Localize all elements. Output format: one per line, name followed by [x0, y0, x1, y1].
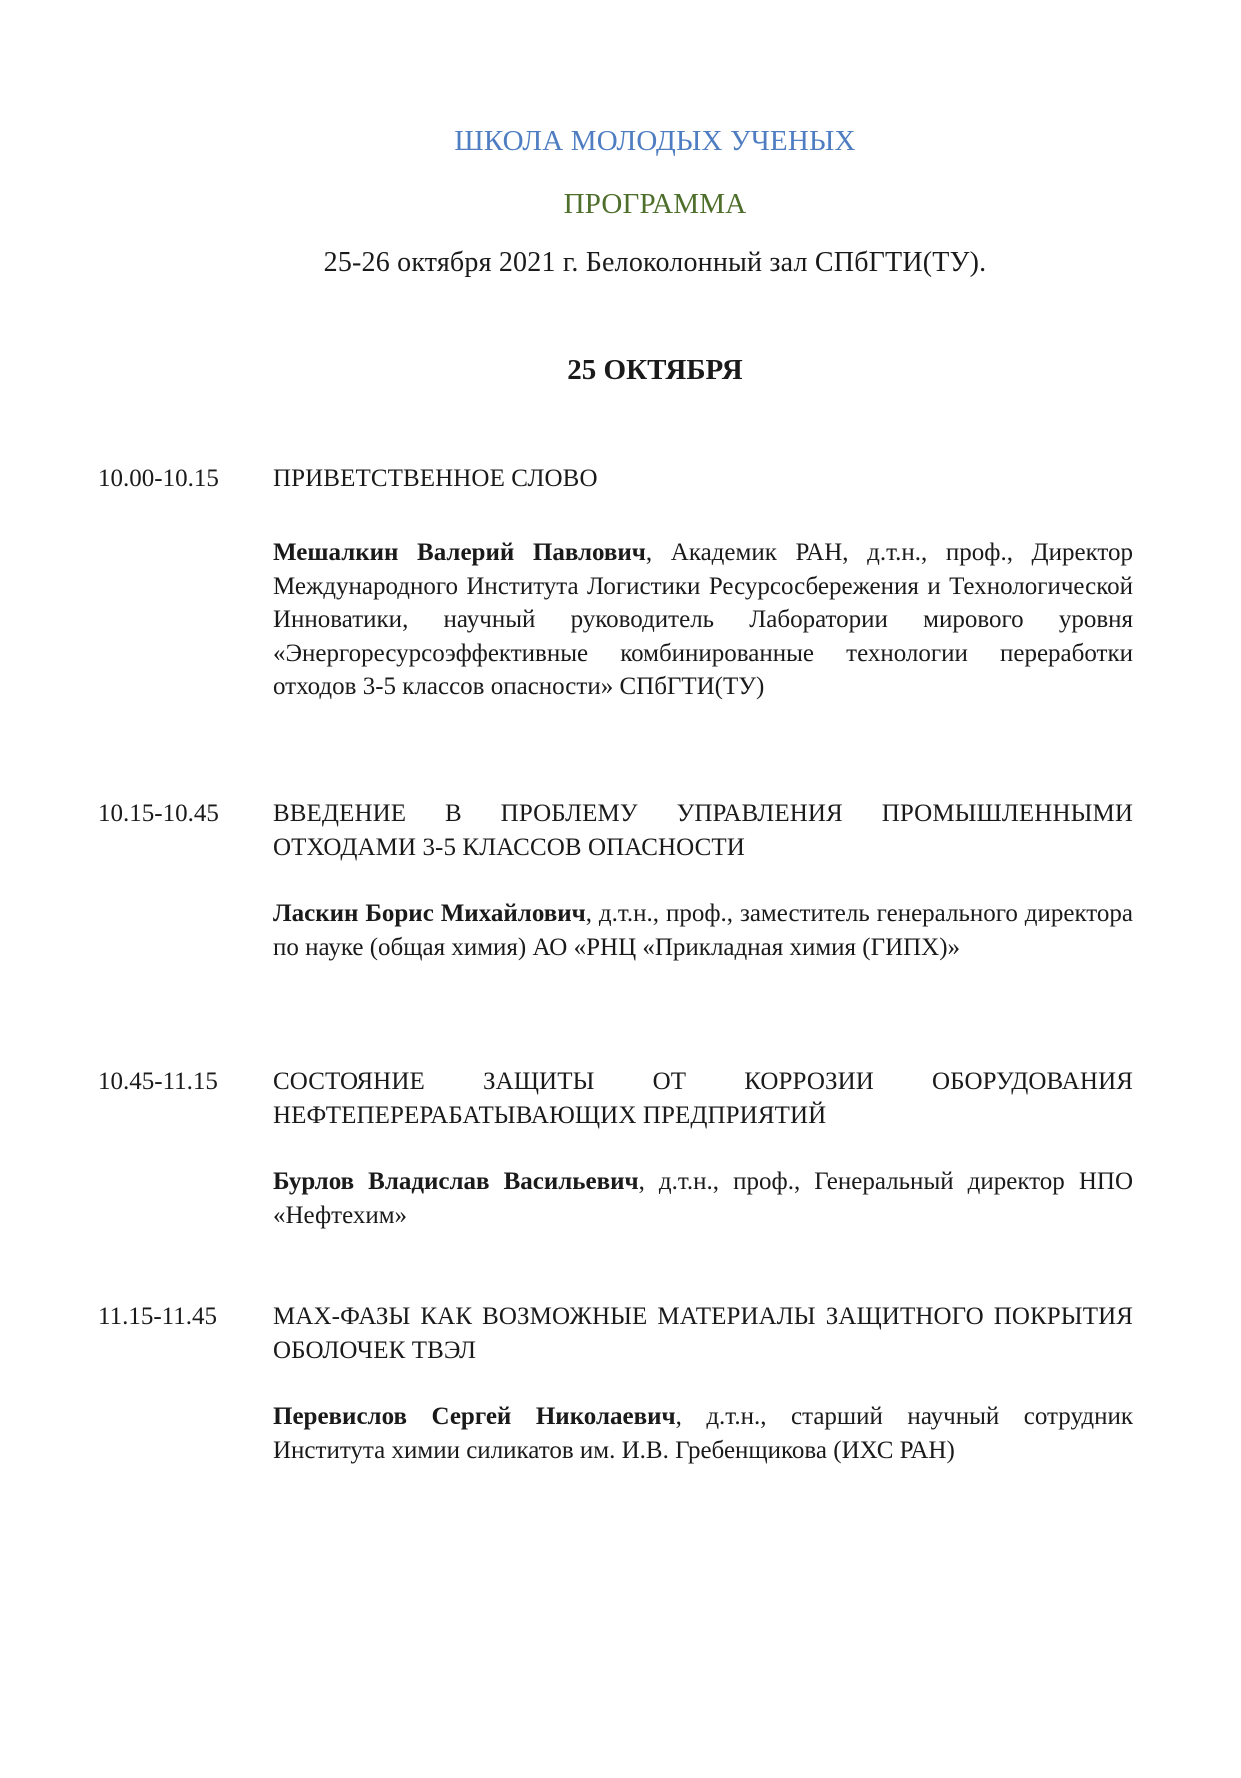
session-time: 10.00-10.15	[98, 465, 219, 492]
session-body	[273, 1065, 1133, 1232]
speaker-info: , д.т.н., проф., Генеральный директор НПО «Нефтехим»	[273, 1168, 1133, 1229]
session-speaker	[273, 1165, 1133, 1232]
speaker-name: Ласкин Борис Михайлович	[273, 900, 586, 927]
session-time: 11.15-11.45	[98, 1303, 217, 1330]
speaker-info: , д.т.н., проф., заместитель генерального директора по науке (общая химия) АО «РНЦ «Прикладная химия (ГИПХ)»	[273, 900, 1133, 961]
dates-venue: 25-26 октября 2021 г. Белоколонный зал СПбГТИ(ТУ).	[323, 247, 987, 278]
speaker-name: Перевислов Сергей Николаевич	[273, 1403, 676, 1430]
school-title: ШКОЛА МОЛОДЫХ УЧЕНЫХ	[454, 125, 856, 157]
speaker-info: , Академик РАН, д.т.н., проф., Директор Международного Института Логистики Ресурсосбережения и Технологической Инноватики, научный руководитель Лаборатории мирового уровня «Энергоресурсоэффективные комбинированные технологии переработки отходов 3-5 классов опасности» СПбГТИ(ТУ)	[273, 539, 1133, 700]
session-body	[273, 797, 1133, 964]
session-speaker	[273, 897, 1133, 964]
session-speaker	[273, 1400, 1133, 1467]
speaker-name: Бурлов Владислав Васильевич	[273, 1168, 639, 1195]
speaker-name: Мешалкин Валерий Павлович	[273, 539, 646, 566]
session-title: ВВЕДЕНИЕ В ПРОБЛЕМУ УПРАВЛЕНИЯ ПРОМЫШЛЕННЫМИ ОТХОДАМИ 3-5 КЛАССОВ ОПАСНОСТИ	[273, 800, 1133, 861]
session-speaker	[273, 536, 1133, 704]
session-time: 10.45-11.15	[98, 1068, 218, 1095]
session-body	[273, 1300, 1133, 1467]
day-title: 25 ОКТЯБРЯ	[567, 354, 743, 386]
session-time: 10.15-10.45	[98, 800, 219, 827]
speaker-info: , д.т.н., старший научный сотрудник Института химии силикатов им. И.В. Гребенщикова (ИХС РАН)	[273, 1403, 1133, 1464]
session-body	[273, 462, 1133, 704]
program-title: ПРОГРАММА	[563, 188, 747, 220]
session-title: MAX-ФАЗЫ КАК ВОЗМОЖНЫЕ МАТЕРИАЛЫ ЗАЩИТНОГО ПОКРЫТИЯ ОБОЛОЧЕК ТВЭЛ	[273, 1303, 1133, 1364]
session-title: СОСТОЯНИЕ ЗАЩИТЫ ОТ КОРРОЗИИ ОБОРУДОВАНИЯ НЕФТЕПЕРЕРАБАТЫВАЮЩИХ ПРЕДПРИЯТИЙ	[273, 1068, 1133, 1129]
session-title: ПРИВЕТСТВЕННОЕ СЛОВО	[273, 465, 598, 492]
